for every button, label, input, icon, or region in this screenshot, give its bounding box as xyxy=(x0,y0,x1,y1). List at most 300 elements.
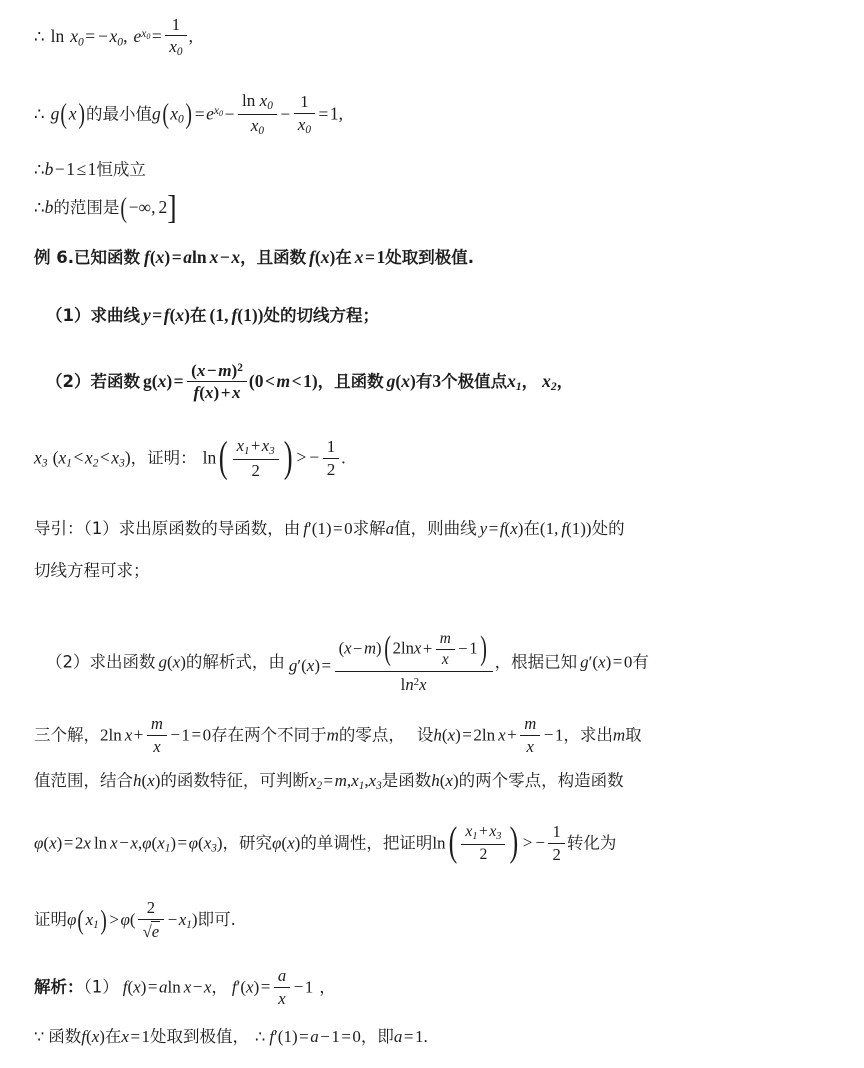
text-tangent-obtainable: 切线方程可求； xyxy=(34,561,150,580)
ln-operator: ln xyxy=(202,447,217,468)
because-symbol: ∵ xyxy=(34,1027,45,1046)
plus: + xyxy=(479,823,488,841)
value-one-2: 1 xyxy=(545,519,555,538)
var-x-2: x xyxy=(209,247,219,267)
guidance-line-5 xyxy=(34,772,624,792)
var-x: x xyxy=(175,305,185,325)
ln-operator: ln xyxy=(93,833,108,853)
cond-zero: 0 xyxy=(254,370,264,391)
var-e: e xyxy=(133,26,142,47)
var-x-2: x xyxy=(183,977,192,997)
coef-2: 2 xyxy=(74,833,84,853)
coef-a: a xyxy=(385,519,395,538)
text-two-distinct-from: 存在两个不同于 xyxy=(211,725,327,745)
right-paren-2: ) xyxy=(314,656,320,676)
left-paren-2: ( xyxy=(277,1027,284,1046)
left-paren: ( xyxy=(169,305,176,325)
num-x3: x xyxy=(261,436,270,456)
num-x: x xyxy=(344,638,352,658)
equals-2: = xyxy=(462,725,472,745)
text-are-function: 是函数 xyxy=(381,771,432,790)
fraction-denominator-sub: 0 xyxy=(176,46,183,59)
fraction-m-over-x xyxy=(147,715,167,756)
text-study: 研究 xyxy=(239,833,273,853)
comma-2: ， xyxy=(319,977,336,997)
prime: ′ xyxy=(307,519,312,538)
var-x: x xyxy=(157,370,167,391)
ln-operator-2: ln xyxy=(481,725,496,745)
right-paren: ) xyxy=(166,370,173,391)
left-paren: ( xyxy=(120,192,128,224)
minus-1: − xyxy=(224,103,235,124)
var-x: x xyxy=(68,103,77,124)
comma: , xyxy=(151,197,156,217)
text-suffices: 即可 xyxy=(197,909,231,929)
prime: ′ xyxy=(297,656,302,676)
left-paren-3: ( xyxy=(198,833,204,853)
var-x-3: x xyxy=(498,725,506,745)
exp-x: x xyxy=(141,27,147,40)
minus: − xyxy=(170,725,180,745)
radical-sign: √ xyxy=(142,921,152,941)
den-l: l xyxy=(400,674,406,694)
right-paren-3: ) xyxy=(585,519,592,538)
comma: , xyxy=(346,771,352,790)
inner-right-paren: ) xyxy=(479,630,487,668)
den-left-paren: ( xyxy=(199,383,205,403)
coef-2-b: 2 xyxy=(473,725,482,745)
var-x: x xyxy=(133,977,141,997)
left-paren-2: ( xyxy=(314,247,321,267)
ln-operator: ln xyxy=(241,91,256,111)
fraction-1-over-x0 xyxy=(165,15,186,59)
denominator: 2 xyxy=(548,843,564,864)
exp-sub-0: 0 xyxy=(219,108,224,118)
right-paren: ) xyxy=(99,1027,105,1046)
plus-2: + xyxy=(507,725,517,745)
sub-2: 2 xyxy=(92,457,99,470)
num-m: m xyxy=(363,638,376,658)
value-one: 1 xyxy=(304,977,314,997)
denominator-x: x xyxy=(278,988,286,1008)
greater-than: > xyxy=(109,909,119,929)
func-f-2: f xyxy=(231,977,237,997)
var-b: b xyxy=(44,197,54,217)
right-paren: ) xyxy=(164,247,171,267)
minus: − xyxy=(54,159,65,179)
minus: − xyxy=(219,247,230,267)
text-transform-into: 转化为 xyxy=(566,833,617,853)
text-given-function: 已知函数 xyxy=(74,248,140,267)
right-paren-2: ) xyxy=(257,305,264,325)
sub-1: 1 xyxy=(164,842,171,855)
equals-2: = xyxy=(612,652,623,672)
left-paren: ( xyxy=(52,447,59,468)
therefore-symbol: ∴ xyxy=(255,1027,266,1046)
func-f-3: f xyxy=(561,519,567,538)
value-one: 1 xyxy=(141,1027,151,1046)
math-line-4 xyxy=(34,189,177,227)
minus: − xyxy=(98,26,109,47)
right-paren-3: ) xyxy=(605,652,612,672)
left-paren-3: ( xyxy=(237,305,244,325)
sub-3-b: 3 xyxy=(119,457,125,470)
func-phi-2: φ xyxy=(120,909,130,929)
less-than-2: < xyxy=(99,447,110,468)
right-paren-2: ) xyxy=(185,99,192,131)
semicolon: ； xyxy=(362,306,379,325)
text-guidance-part1: 导引：（1）求出原函数的导函数，由 xyxy=(34,519,301,538)
left-paren-3: ( xyxy=(592,652,599,672)
right-paren-2: ) xyxy=(452,771,459,790)
right-paren: ) xyxy=(325,519,332,538)
num-m: m xyxy=(439,630,451,648)
text-prove: 证明： xyxy=(147,448,197,468)
left-paren: ( xyxy=(60,99,68,131)
therefore-symbol-4: ∴ xyxy=(34,198,45,217)
var-m-2: m xyxy=(612,725,626,745)
comma: ， xyxy=(130,448,148,468)
text-and-function: 且函数 xyxy=(334,371,384,391)
example-6-statement xyxy=(34,248,474,267)
var-x0b: x xyxy=(109,26,118,47)
func-g-2: g xyxy=(580,652,589,672)
var-x: x xyxy=(124,725,133,745)
numerator-sub: 0 xyxy=(267,100,273,113)
equals: = xyxy=(63,833,74,853)
text-has: 有 xyxy=(415,371,433,391)
ln-operator: ln xyxy=(191,247,207,267)
cond-less-2: < xyxy=(291,370,302,391)
denominator-sub: 0 xyxy=(258,125,265,138)
denominator: 2 xyxy=(323,458,340,480)
num-x: x xyxy=(196,361,206,381)
var-x-2: x xyxy=(401,370,410,391)
text-prove: 证明 xyxy=(34,909,67,929)
var-x: x xyxy=(172,652,181,672)
text-range-is: 的范围是 xyxy=(53,198,120,217)
prime: ′ xyxy=(274,1027,278,1046)
value-one: 1 xyxy=(329,103,339,124)
value-zero: 0 xyxy=(352,1027,361,1046)
left-paren-2: ( xyxy=(209,305,216,325)
coef-a-2: a xyxy=(393,1027,403,1046)
value-one: 1 xyxy=(469,638,478,658)
num-x1: x xyxy=(465,823,473,841)
therefore-symbol-2: ∴ xyxy=(34,104,45,124)
func-f-2: f xyxy=(231,305,238,325)
var-x3: x xyxy=(368,771,377,790)
equals: = xyxy=(85,26,96,47)
comma-2: , xyxy=(364,771,369,790)
value-one-4: 1 xyxy=(415,1027,424,1046)
less-than-1: < xyxy=(73,447,84,468)
part-number: （2） xyxy=(46,371,91,391)
ln-operator: ln xyxy=(50,26,65,47)
fraction-denominator-x: x xyxy=(169,37,177,57)
big-right-paren: ) xyxy=(283,433,293,481)
func-phi-3: φ xyxy=(188,833,199,853)
func-g-prime: g xyxy=(288,656,298,676)
value-one-2: 1 xyxy=(554,725,564,745)
den-n: n xyxy=(405,674,414,694)
value-one-2: 1 xyxy=(243,305,252,325)
func-phi-2: φ xyxy=(142,833,152,853)
left-paren: ( xyxy=(86,1027,92,1046)
right-paren-2: ) xyxy=(253,977,260,997)
right-paren: ) xyxy=(154,771,161,790)
num-sub-3: 3 xyxy=(496,831,502,843)
den-f: f xyxy=(193,383,200,403)
left-paren-2: ( xyxy=(395,370,402,391)
text-at: 在 xyxy=(335,248,352,267)
solution-line-2 xyxy=(34,1028,428,1047)
func-g: g xyxy=(50,103,60,124)
func-f-2: f xyxy=(499,519,505,538)
var-x-3: x xyxy=(110,833,118,853)
comma: , xyxy=(123,26,128,47)
text-that-is: 即 xyxy=(377,1027,394,1046)
equals-2: = xyxy=(488,519,499,538)
value-zero: 0 xyxy=(344,519,353,538)
period: . xyxy=(467,248,475,267)
left-paren-2: ( xyxy=(129,909,136,929)
minus-2: − xyxy=(293,977,304,997)
equals-2: = xyxy=(299,1027,309,1046)
minus: − xyxy=(119,833,129,853)
var-x-4: x xyxy=(320,247,330,267)
func-g: g xyxy=(158,652,167,672)
guidance-line-7 xyxy=(34,900,236,942)
prime: ′ xyxy=(236,977,241,997)
part-number: （1） xyxy=(83,977,119,997)
comma-3: ， xyxy=(556,371,574,391)
den-right-paren: ) xyxy=(213,383,220,403)
sub-1: 1 xyxy=(515,381,522,394)
den-plus: + xyxy=(220,383,231,403)
math-line-8 xyxy=(34,433,346,481)
fraction-a-over-x xyxy=(274,967,290,1008)
var-x-2: x xyxy=(121,1027,129,1046)
big-left-paren: ( xyxy=(218,433,228,481)
comma: ， xyxy=(563,725,580,745)
minus-2: − xyxy=(543,725,554,745)
text-minimum-value: 的最小值 xyxy=(86,104,153,124)
sub-2: 2 xyxy=(550,381,557,394)
plus: + xyxy=(133,725,144,745)
text-always-holds: 恒成立 xyxy=(96,160,146,179)
den-x: x xyxy=(419,674,427,694)
left-paren-2: ( xyxy=(240,977,247,997)
var-m: m xyxy=(334,771,347,790)
sub-3: 3 xyxy=(211,842,217,855)
var-y: y xyxy=(479,519,488,538)
text-find-function: 求出函数 xyxy=(89,652,156,672)
fraction-m-over-x-b xyxy=(520,715,540,756)
value-one-2: 1 xyxy=(87,159,97,179)
fraction-one-half xyxy=(323,437,340,479)
comma: , xyxy=(137,833,143,853)
text-takes-extremum: 处取到极值， xyxy=(150,1027,250,1046)
equals: = xyxy=(194,103,205,124)
left-paren: ( xyxy=(167,652,173,672)
equals-4: = xyxy=(403,1027,414,1046)
numerator: 1 xyxy=(326,437,336,457)
fraction-1-over-x0-b xyxy=(294,92,315,136)
value-one: 1 xyxy=(215,305,225,325)
period: . xyxy=(423,1027,428,1046)
left-paren: ( xyxy=(141,771,148,790)
inner-left-paren: ( xyxy=(383,630,391,668)
text-at: 在 xyxy=(189,306,207,325)
value-zero: 0 xyxy=(202,725,212,745)
value-one-2: 1 xyxy=(283,1027,292,1046)
func-f: f xyxy=(81,1027,87,1046)
text-solve-for: 求解 xyxy=(352,519,386,538)
sub-1: 1 xyxy=(66,457,72,470)
num-x1: x xyxy=(236,436,244,456)
var-x-4: x xyxy=(445,771,453,790)
equals: = xyxy=(333,519,343,538)
right-paren-4: ) xyxy=(580,519,586,538)
minus: − xyxy=(167,909,178,929)
exp-x: x xyxy=(213,105,220,118)
minus: − xyxy=(192,977,203,997)
comma-2: ， xyxy=(521,371,539,391)
var-x1: x xyxy=(351,771,359,790)
denominator-x: x xyxy=(250,115,259,135)
var-x: x xyxy=(147,771,155,790)
left-paren: ( xyxy=(149,247,156,267)
coef-a: a xyxy=(158,977,168,997)
coef-a: a xyxy=(310,1027,319,1046)
denominator: 2 xyxy=(461,844,505,864)
sub-2: 2 xyxy=(316,780,323,793)
sqrt-e xyxy=(142,921,161,941)
func-h-2: h xyxy=(431,771,440,790)
func-phi-4: φ xyxy=(272,833,282,853)
guidance-line-3 xyxy=(46,632,649,695)
denominator: 2 xyxy=(233,459,279,480)
var-x0: x xyxy=(170,103,178,124)
func-g-2: g xyxy=(386,370,396,391)
text-expression-from: 的解析式，由 xyxy=(185,652,285,672)
math-line-2 xyxy=(34,92,343,139)
var-x: x xyxy=(49,833,57,853)
left-paren-4: ( xyxy=(566,519,572,538)
right-paren-3: ) xyxy=(216,833,223,853)
solution-label: 解析： xyxy=(34,977,84,997)
big-left-paren: ( xyxy=(448,819,457,866)
ln-operator: ln xyxy=(400,638,414,658)
value-one: 1 xyxy=(181,725,190,745)
greater-than: > xyxy=(522,833,533,853)
func-h: h xyxy=(133,771,142,790)
prime-2: ′ xyxy=(588,652,593,672)
var-x0: x xyxy=(70,26,78,47)
equals: = xyxy=(173,370,184,391)
var-m: m xyxy=(326,725,339,745)
sub-3: 3 xyxy=(376,780,382,793)
func-f-2: f xyxy=(269,1027,275,1046)
left-paren-2: ( xyxy=(301,656,307,676)
var-x-2: x xyxy=(83,833,91,853)
num-exponent: 2 xyxy=(237,361,243,374)
right-paren-2: ) xyxy=(291,1027,298,1046)
num-x3: x xyxy=(489,823,497,841)
question-part-1 xyxy=(46,306,379,325)
text-two-zeros-construct: 的两个零点，构造函数 xyxy=(458,771,624,790)
left-paren: ( xyxy=(43,833,50,853)
value-one-3: 1 xyxy=(331,1027,340,1046)
math-line-3 xyxy=(34,160,146,179)
right-bracket: ] xyxy=(167,189,177,227)
den-x: x xyxy=(526,736,534,756)
sub-0b: 0 xyxy=(117,36,124,49)
value-one-3: 1 xyxy=(571,519,581,538)
ln-operator-2: ln xyxy=(432,833,446,853)
num-m: m xyxy=(524,714,537,734)
num-minus: − xyxy=(206,361,217,381)
greater-than: > xyxy=(296,447,307,468)
plus: + xyxy=(250,436,261,456)
part-number: （1） xyxy=(46,306,91,325)
text-at: 在 xyxy=(523,519,540,538)
left-paren: ( xyxy=(151,370,158,391)
left-paren: ( xyxy=(441,725,448,745)
right-paren-2: ) xyxy=(329,247,336,267)
func-h: h xyxy=(433,725,442,745)
var-x-7: x xyxy=(287,833,295,853)
comma: , xyxy=(224,305,229,325)
minus: − xyxy=(320,1027,330,1046)
var-x-4: x xyxy=(246,977,254,997)
left-paren-4: ( xyxy=(281,833,288,853)
var-x-3: x xyxy=(231,247,241,267)
var-x-4: x xyxy=(130,833,138,853)
num-right-paren: ) xyxy=(231,361,238,381)
var-x-3: x xyxy=(598,652,606,672)
sub-1: 1 xyxy=(93,918,99,931)
func-phi: φ xyxy=(67,909,77,929)
radicand-e: e xyxy=(151,921,160,941)
var-y: y xyxy=(142,305,151,325)
var-x2: x xyxy=(308,771,317,790)
num-minus: − xyxy=(353,638,363,658)
num-sub-3: 3 xyxy=(269,445,275,458)
equals-2: = xyxy=(365,247,376,267)
var-x3-b: x xyxy=(111,447,120,468)
minus-2: − xyxy=(535,833,545,853)
var-x1: x xyxy=(507,370,516,391)
value-one: 1 xyxy=(376,247,386,267)
minus: − xyxy=(309,447,320,468)
right-paren-2: ) xyxy=(517,519,524,538)
fraction-x1-plus-x3-over-2 xyxy=(233,437,279,479)
count-three: 3 xyxy=(432,370,442,391)
coef-2: 2 xyxy=(392,638,401,658)
comma: ， xyxy=(494,652,512,672)
solution-line-1 xyxy=(34,968,336,1009)
var-x3: x xyxy=(34,447,42,468)
inner-plus: + xyxy=(422,638,433,658)
var-x: x xyxy=(155,247,165,267)
cond-left-paren: ( xyxy=(248,370,255,391)
example-label: 例 6. xyxy=(34,248,74,267)
sub-3: 3 xyxy=(41,457,48,470)
inner-x: x xyxy=(413,638,422,658)
var-x2: x xyxy=(84,447,93,468)
